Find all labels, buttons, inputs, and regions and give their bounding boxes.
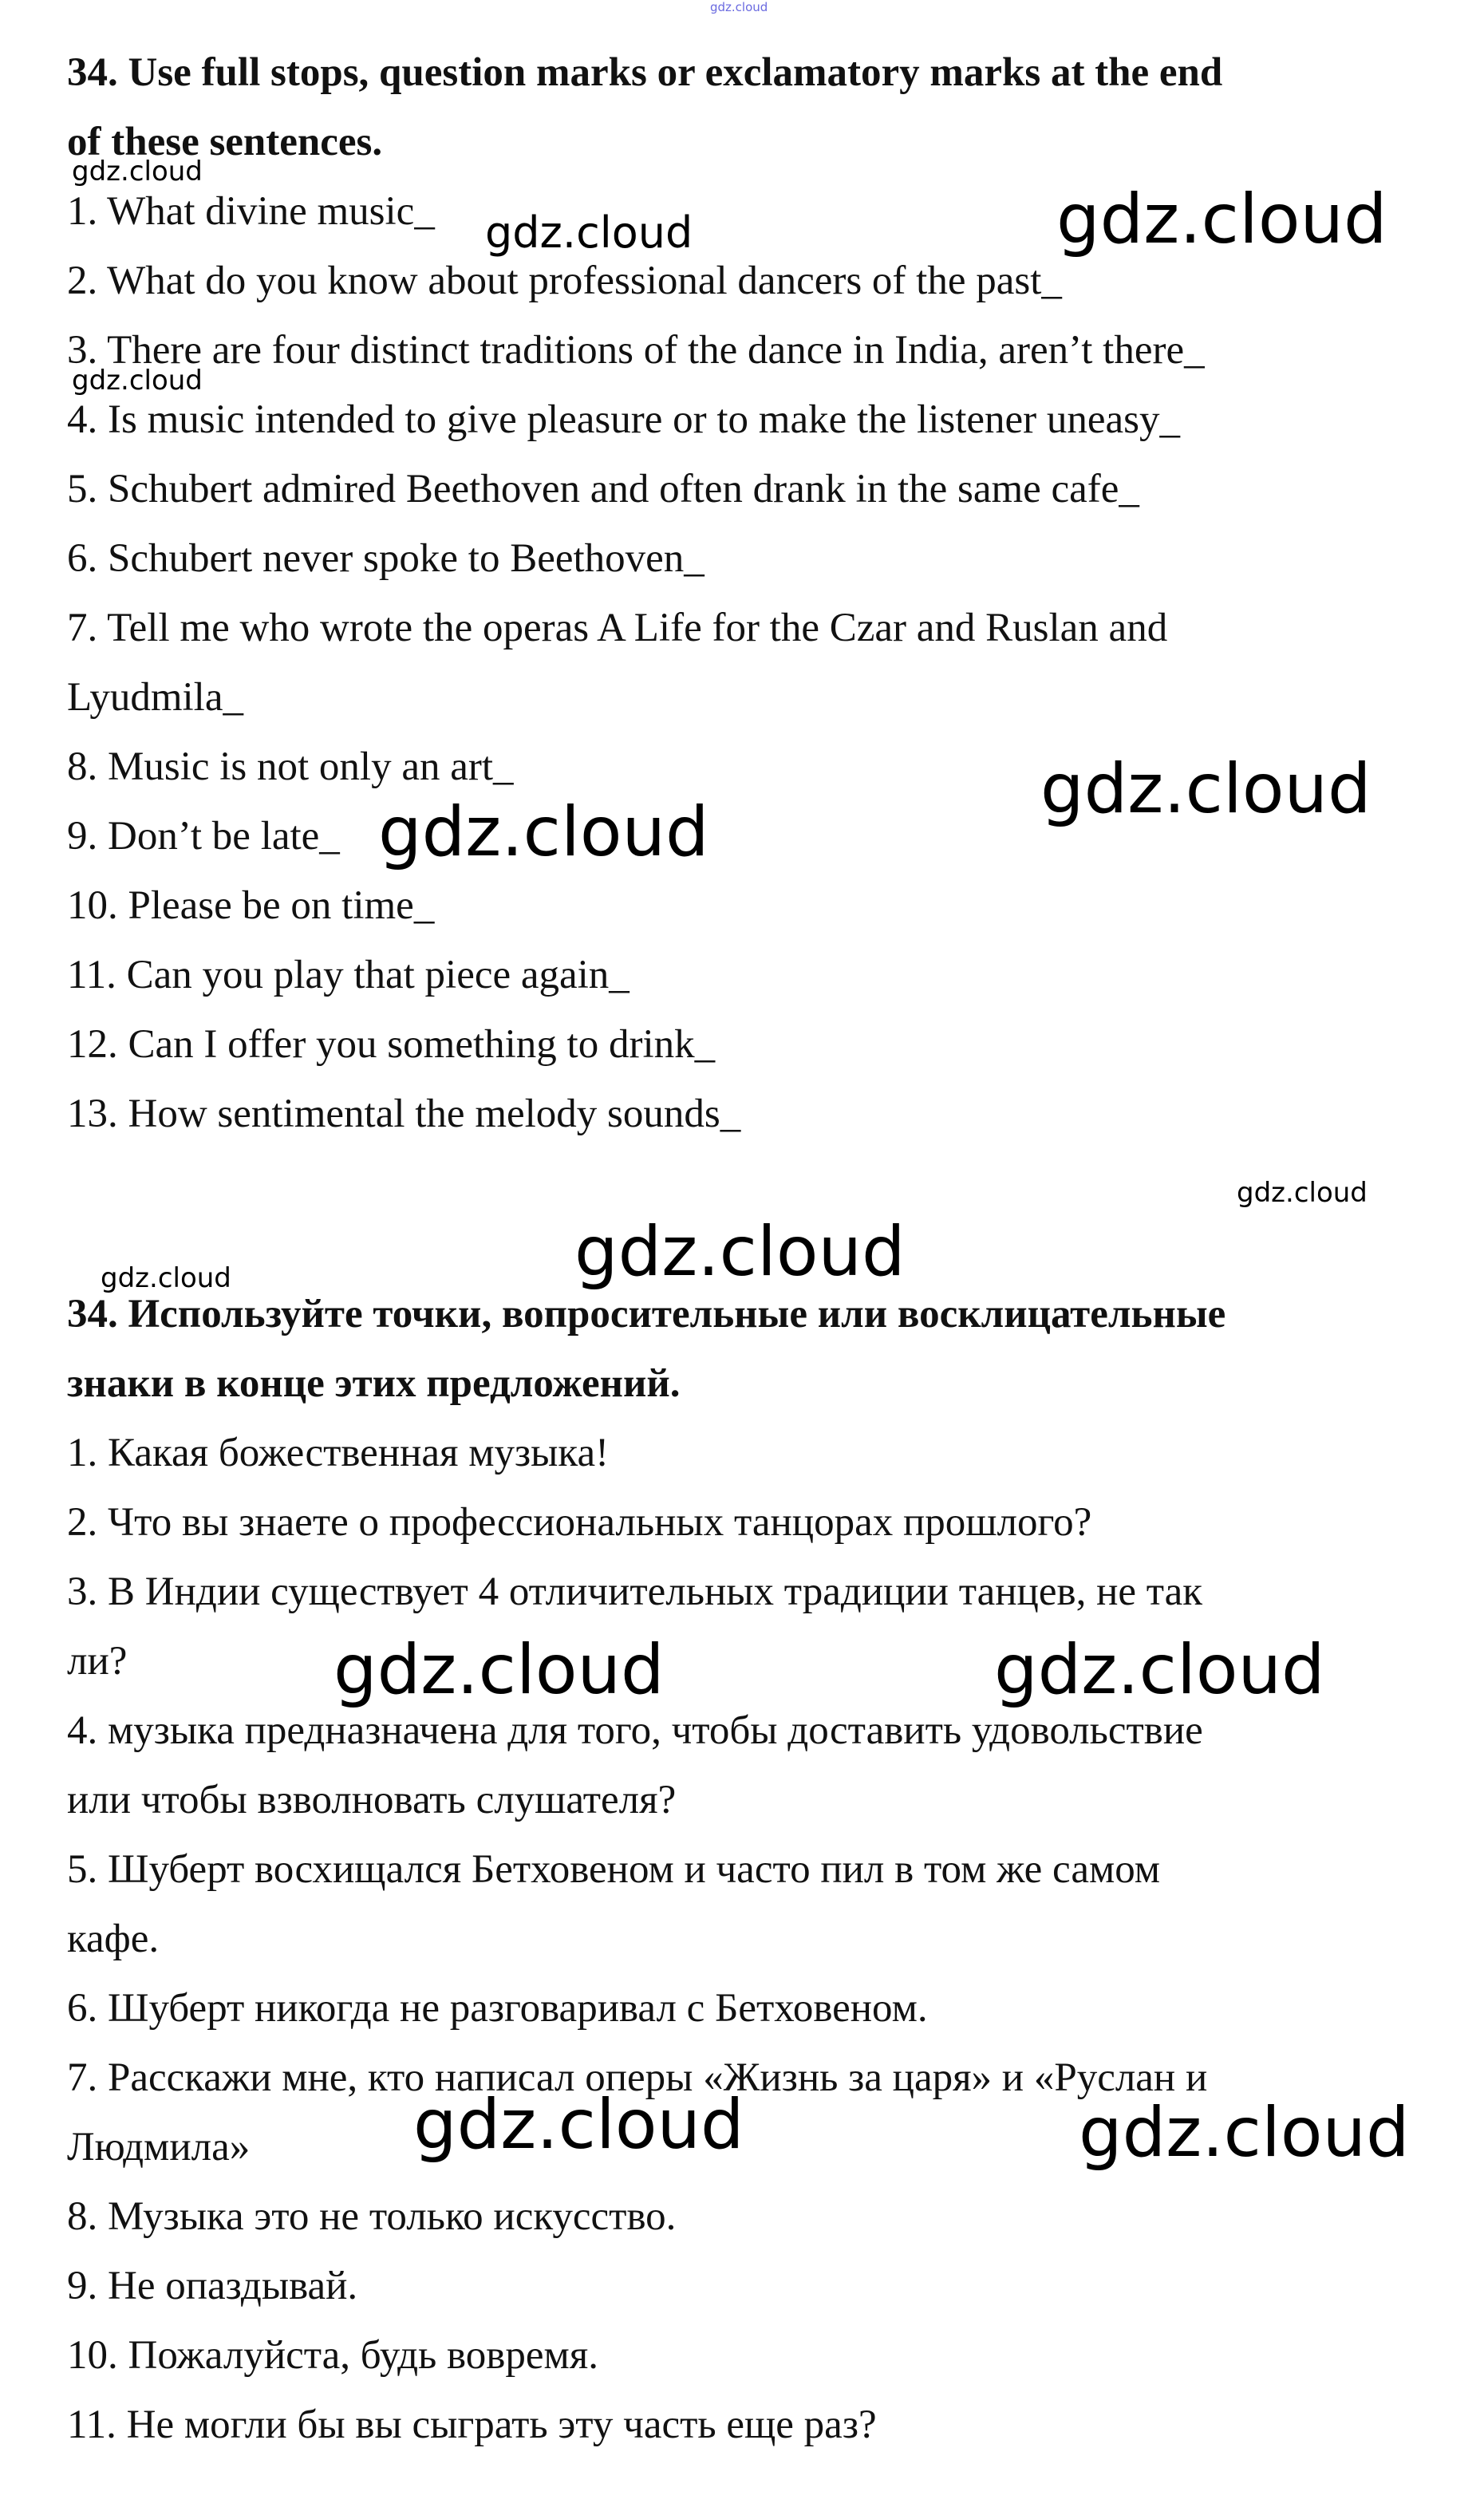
- russian-item: ли?: [67, 1639, 128, 1684]
- russian-item: или чтобы взволновать слушателя?: [67, 1778, 677, 1822]
- english-item: 7. Tell me who wrote the operas A Life for the Czar and Ruslan and: [67, 606, 1168, 650]
- english-heading-line-2: of these sentences.: [67, 120, 383, 164]
- russian-item: 3. В Индии существует 4 отличительных традиции танцев, не так: [67, 1569, 1203, 1614]
- english-item: 8. Music is not only an art_: [67, 744, 514, 789]
- english-item: 12. Can I offer you something to drink_: [67, 1022, 716, 1067]
- watermark-small: gdz.cloud: [72, 156, 203, 188]
- russian-item: 8. Музыка это не только искусство.: [67, 2194, 677, 2239]
- russian-item: Людмила»: [67, 2125, 251, 2169]
- russian-item: 5. Шуберт восхищался Бетховеном и часто пил в том же самом: [67, 1847, 1161, 1892]
- watermark-large: gdz.cloud: [334, 1630, 665, 1710]
- russian-item: 11. Не могли бы вы сыграть эту часть еще раз?: [67, 2402, 877, 2447]
- watermark-small: gdz.cloud: [1237, 1177, 1368, 1209]
- russian-exercise: [67, 1280, 1415, 2460]
- watermark-large: gdz.cloud: [1040, 749, 1372, 829]
- english-item: 3. There are four distinct traditions of the dance in India, aren’t there_: [67, 328, 1205, 373]
- english-item: Lyudmila_: [67, 675, 243, 720]
- russian-item: 7. Расскажи мне, кто написал оперы «Жизнь за царя» и «Руслан и: [67, 2055, 1208, 2100]
- russian-heading-line-1: 34. Используйте точки, вопросительные или восклицательные: [67, 1292, 1226, 1336]
- russian-item: 10. Пожалуйста, будь вовремя.: [67, 2333, 598, 2378]
- watermark-medium: gdz.cloud: [485, 207, 693, 258]
- english-item: 5. Schubert admired Beethoven and often drank in the same cafe_: [67, 467, 1139, 511]
- russian-item: 1. Какая божественная музыка!: [67, 1431, 610, 1475]
- russian-heading-line-2: знаки в конце этих предложений.: [67, 1361, 681, 1406]
- russian-item: 2. Что вы знаете о профессиональных танцорах прошлого?: [67, 1500, 1092, 1545]
- english-heading-line-1: 34. Use full stops, question marks or exclamatory marks at the end: [67, 50, 1223, 95]
- watermark-small: gdz.cloud: [72, 365, 203, 397]
- russian-item: кафе.: [67, 1917, 160, 1961]
- watermark-large: gdz.cloud: [1079, 2093, 1410, 2173]
- watermark-large: gdz.cloud: [574, 1212, 906, 1292]
- russian-item: 6. Шуберт никогда не разговаривал с Бетховеном.: [67, 1986, 928, 2031]
- english-item: 2. What do you know about professional dancers of the past_: [67, 259, 1062, 303]
- english-item: 10. Please be on time_: [67, 883, 435, 928]
- watermark-large: gdz.cloud: [413, 2085, 744, 2165]
- english-item: 4. Is music intended to give pleasure or to make the listener uneasy_: [67, 397, 1181, 442]
- watermark-large: gdz.cloud: [1056, 180, 1387, 259]
- english-item: 1. What divine music_: [67, 189, 435, 234]
- watermark-small: gdz.cloud: [101, 1262, 231, 1294]
- watermark-large: gdz.cloud: [378, 792, 709, 872]
- english-item: 6. Schubert never spoke to Beethoven_: [67, 536, 705, 581]
- russian-item: 4. музыка предназначена для того, чтобы доставить удовольствие: [67, 1708, 1203, 1753]
- english-item: 13. How sentimental the melody sounds_: [67, 1092, 741, 1136]
- russian-item: 9. Не опаздывай.: [67, 2264, 358, 2308]
- watermark-tiny: gdz.cloud: [710, 0, 768, 14]
- watermark-large: gdz.cloud: [994, 1630, 1325, 1710]
- english-item: 11. Can you play that piece again_: [67, 953, 630, 997]
- english-item: 9. Don’t be late_: [67, 814, 340, 859]
